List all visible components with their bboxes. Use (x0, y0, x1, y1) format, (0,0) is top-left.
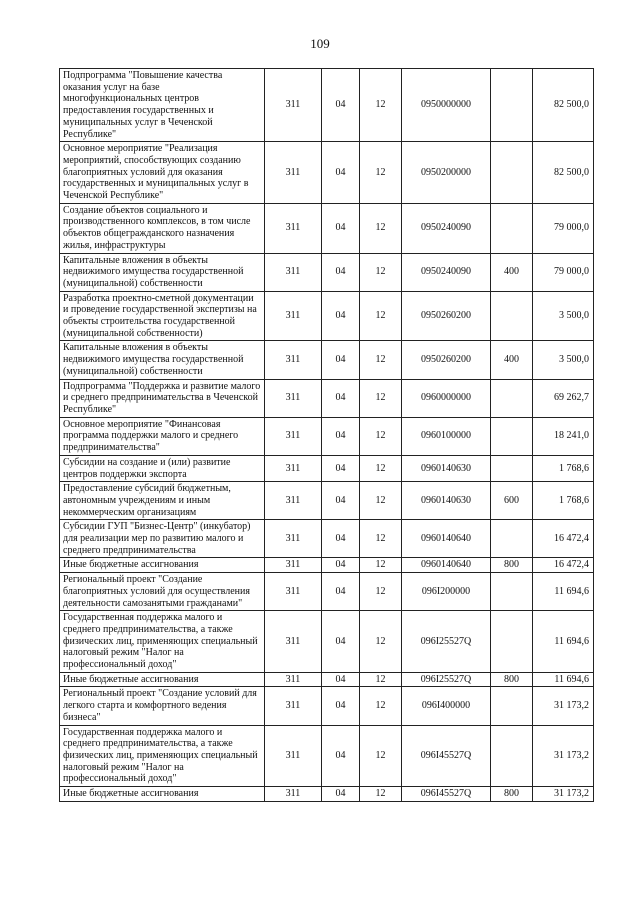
subsection-cell: 12 (360, 687, 402, 725)
grbs-cell: 311 (265, 203, 322, 253)
subsection-cell: 12 (360, 455, 402, 481)
target-article-cell: 096I25527Q (402, 672, 491, 687)
section-cell: 04 (322, 455, 360, 481)
section-cell: 04 (322, 611, 360, 673)
row-name-cell: Субсидии на создание и (или) развитие центров поддержки экспорта (60, 455, 265, 481)
grbs-cell: 311 (265, 520, 322, 558)
table-row (60, 611, 594, 673)
target-article-cell: 0960140630 (402, 482, 491, 520)
section-cell: 04 (322, 142, 360, 204)
target-article-cell: 0950000000 (402, 69, 491, 142)
grbs-cell: 311 (265, 687, 322, 725)
target-article-cell: 0950260200 (402, 291, 491, 341)
row-name-cell: Иные бюджетные ассигнования (60, 787, 265, 802)
table-row (60, 573, 594, 611)
row-name-cell: Разработка проектно-сметной документации и проведение государственной экспертизы на объекты строительства государственной (муниципальной собственности) (60, 291, 265, 341)
table-row (60, 482, 594, 520)
expense-type-cell (491, 69, 533, 142)
row-name-cell: Региональный проект "Создание благоприятных условий для осуществления деятельности самозанятыми гражданами" (60, 573, 265, 611)
table-row (60, 142, 594, 204)
expense-type-cell (491, 417, 533, 455)
table-row (60, 341, 594, 379)
section-cell: 04 (322, 379, 360, 417)
amount-cell: 31 173,2 (533, 787, 594, 802)
section-cell: 04 (322, 725, 360, 787)
target-article-cell: 0950240090 (402, 253, 491, 291)
section-cell: 04 (322, 417, 360, 455)
amount-cell: 11 694,6 (533, 611, 594, 673)
subsection-cell: 12 (360, 725, 402, 787)
row-name-cell: Подпрограмма "Повышение качества оказания услуг на базе многофункциональных центров предоставления государственных и муниципальных услуг в Чеченской Республике" (60, 69, 265, 142)
amount-cell: 79 000,0 (533, 203, 594, 253)
subsection-cell: 12 (360, 291, 402, 341)
row-name-cell: Основное мероприятие "Финансовая программа поддержки малого и среднего предпринимательства" (60, 417, 265, 455)
subsection-cell: 12 (360, 341, 402, 379)
subsection-cell: 12 (360, 379, 402, 417)
expense-type-cell (491, 203, 533, 253)
section-cell: 04 (322, 558, 360, 573)
subsection-cell: 12 (360, 672, 402, 687)
table-row (60, 725, 594, 787)
table-row (60, 69, 594, 142)
section-cell: 04 (322, 69, 360, 142)
row-name-cell: Государственная поддержка малого и среднего предпринимательства, а также физических лиц, применяющих специальный налоговый режим "Налог на профессиональный доход" (60, 611, 265, 673)
target-article-cell: 0960100000 (402, 417, 491, 455)
section-cell: 04 (322, 203, 360, 253)
table-row (60, 558, 594, 573)
grbs-cell: 311 (265, 611, 322, 673)
grbs-cell: 311 (265, 672, 322, 687)
target-article-cell: 096I45527Q (402, 725, 491, 787)
table-row (60, 520, 594, 558)
row-name-cell: Создание объектов социального и производственного комплексов, в том числе объектов общегражданского назначения жилья, инфраструктуры (60, 203, 265, 253)
subsection-cell: 12 (360, 611, 402, 673)
target-article-cell: 0960140640 (402, 558, 491, 573)
target-article-cell: 0960000000 (402, 379, 491, 417)
expense-type-cell (491, 520, 533, 558)
grbs-cell: 311 (265, 69, 322, 142)
subsection-cell: 12 (360, 787, 402, 802)
budget-table (59, 68, 594, 802)
subsection-cell: 12 (360, 253, 402, 291)
amount-cell: 11 694,6 (533, 573, 594, 611)
grbs-cell: 311 (265, 379, 322, 417)
table-row (60, 687, 594, 725)
grbs-cell: 311 (265, 417, 322, 455)
expense-type-cell (491, 379, 533, 417)
amount-cell: 3 500,0 (533, 291, 594, 341)
amount-cell: 69 262,7 (533, 379, 594, 417)
expense-type-cell: 800 (491, 558, 533, 573)
expense-type-cell (491, 687, 533, 725)
table-row (60, 253, 594, 291)
grbs-cell: 311 (265, 558, 322, 573)
expense-type-cell: 400 (491, 341, 533, 379)
table-row (60, 672, 594, 687)
page-number: 109 (310, 36, 330, 51)
target-article-cell: 0950240090 (402, 203, 491, 253)
section-cell: 04 (322, 253, 360, 291)
row-name-cell: Предоставление субсидий бюджетным, автономным учреждениям и иным некоммерческим организациям (60, 482, 265, 520)
table-row (60, 203, 594, 253)
table-row (60, 291, 594, 341)
row-name-cell: Иные бюджетные ассигнования (60, 672, 265, 687)
section-cell: 04 (322, 573, 360, 611)
table-row (60, 379, 594, 417)
target-article-cell: 0960140630 (402, 455, 491, 481)
row-name-cell: Подпрограмма "Поддержка и развитие малого и среднего предпринимательства в Чеченской Республике" (60, 379, 265, 417)
table-body (60, 69, 594, 802)
subsection-cell: 12 (360, 203, 402, 253)
grbs-cell: 311 (265, 482, 322, 520)
amount-cell: 1 768,6 (533, 455, 594, 481)
target-article-cell: 096I25527Q (402, 611, 491, 673)
amount-cell: 1 768,6 (533, 482, 594, 520)
grbs-cell: 311 (265, 341, 322, 379)
row-name-cell: Капитальные вложения в объекты недвижимого имущества государственной (муниципальной) собственности (60, 341, 265, 379)
expense-type-cell: 800 (491, 787, 533, 802)
subsection-cell: 12 (360, 573, 402, 611)
table-row (60, 455, 594, 481)
expense-type-cell (491, 291, 533, 341)
amount-cell: 18 241,0 (533, 417, 594, 455)
grbs-cell: 311 (265, 291, 322, 341)
amount-cell: 3 500,0 (533, 341, 594, 379)
row-name-cell: Иные бюджетные ассигнования (60, 558, 265, 573)
amount-cell: 82 500,0 (533, 142, 594, 204)
section-cell: 04 (322, 520, 360, 558)
subsection-cell: 12 (360, 520, 402, 558)
grbs-cell: 311 (265, 787, 322, 802)
amount-cell: 11 694,6 (533, 672, 594, 687)
target-article-cell: 0950260200 (402, 341, 491, 379)
section-cell: 04 (322, 672, 360, 687)
section-cell: 04 (322, 341, 360, 379)
amount-cell: 82 500,0 (533, 69, 594, 142)
section-cell: 04 (322, 482, 360, 520)
expense-type-cell: 600 (491, 482, 533, 520)
amount-cell: 79 000,0 (533, 253, 594, 291)
target-article-cell: 0960140640 (402, 520, 491, 558)
expense-type-cell (491, 142, 533, 204)
grbs-cell: 311 (265, 253, 322, 291)
grbs-cell: 311 (265, 573, 322, 611)
section-cell: 04 (322, 787, 360, 802)
expense-type-cell (491, 725, 533, 787)
subsection-cell: 12 (360, 417, 402, 455)
target-article-cell: 096I400000 (402, 687, 491, 725)
grbs-cell: 311 (265, 142, 322, 204)
row-name-cell: Субсидии ГУП "Бизнес-Центр" (инкубатор) для реализации мер по развитию малого и среднего предпринимательства (60, 520, 265, 558)
expense-type-cell (491, 455, 533, 481)
target-article-cell: 096I45527Q (402, 787, 491, 802)
subsection-cell: 12 (360, 482, 402, 520)
subsection-cell: 12 (360, 142, 402, 204)
row-name-cell: Региональный проект "Создание условий для легкого старта и комфортного ведения бизнеса" (60, 687, 265, 725)
target-article-cell: 0950200000 (402, 142, 491, 204)
row-name-cell: Основное мероприятие "Реализация мероприятий, способствующих созданию благоприятных условий для оказания государственных и муниципальных услуг в Чеченской Республике" (60, 142, 265, 204)
amount-cell: 16 472,4 (533, 558, 594, 573)
grbs-cell: 311 (265, 725, 322, 787)
amount-cell: 16 472,4 (533, 520, 594, 558)
row-name-cell: Капитальные вложения в объекты недвижимого имущества государственной (муниципальной) собственности (60, 253, 265, 291)
expense-type-cell: 400 (491, 253, 533, 291)
target-article-cell: 096I200000 (402, 573, 491, 611)
table-row (60, 417, 594, 455)
section-cell: 04 (322, 687, 360, 725)
subsection-cell: 12 (360, 69, 402, 142)
expense-type-cell: 800 (491, 672, 533, 687)
amount-cell: 31 173,2 (533, 687, 594, 725)
expense-type-cell (491, 611, 533, 673)
subsection-cell: 12 (360, 558, 402, 573)
grbs-cell: 311 (265, 455, 322, 481)
expense-type-cell (491, 573, 533, 611)
row-name-cell: Государственная поддержка малого и среднего предпринимательства, а также физических лиц, применяющих специальный налоговый режим "Налог на профессиональный доход" (60, 725, 265, 787)
amount-cell: 31 173,2 (533, 725, 594, 787)
table-row (60, 787, 594, 802)
section-cell: 04 (322, 291, 360, 341)
